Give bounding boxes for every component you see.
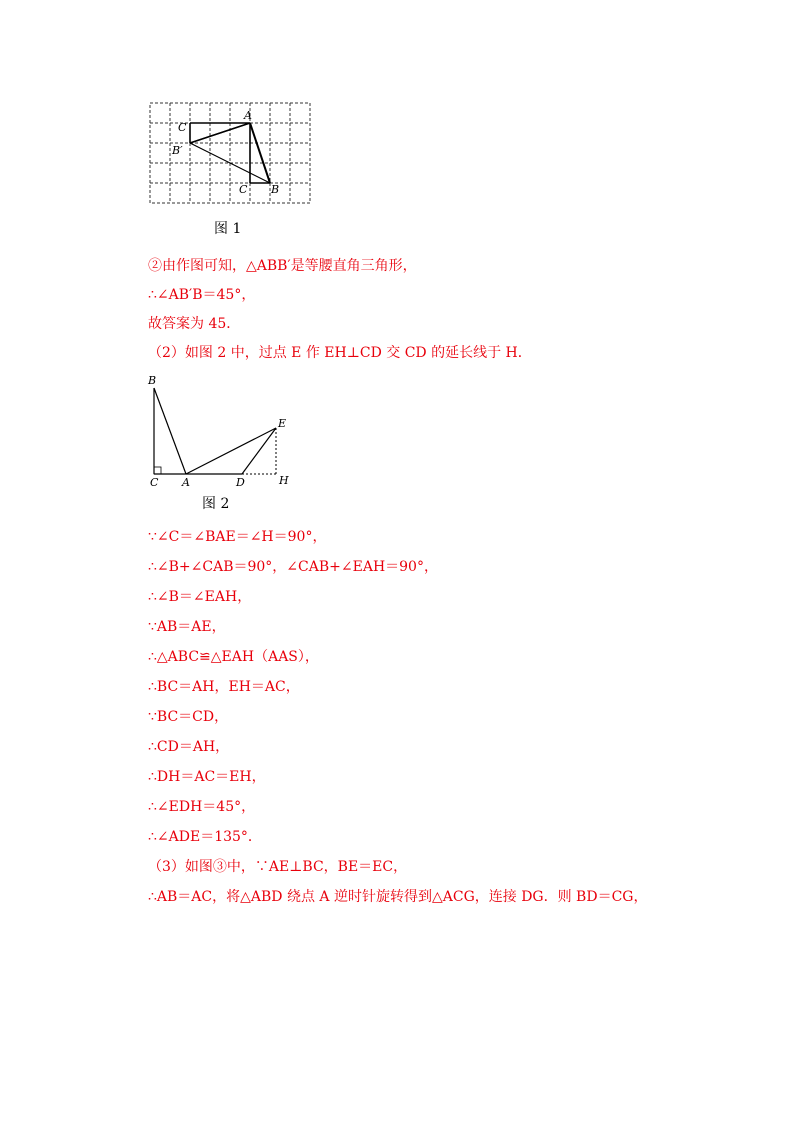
figure-1-caption: 图 1 (214, 221, 242, 237)
solution-line: ∴CD＝AH， (148, 739, 230, 755)
solution-line: ∴∠EDH＝45°， (148, 799, 256, 815)
fig1-label-c-top: C (178, 121, 187, 134)
solution-line: ∴∠B＝∠EAH， (148, 589, 252, 605)
solution-line: ∴∠ADE＝135°． (148, 829, 262, 845)
figure-1-diagram (140, 98, 320, 210)
solution-line: ∴BC＝AH，EH＝AC， (148, 679, 300, 695)
figure-2-caption: 图 2 (202, 496, 230, 512)
fig2-label-c: C (150, 476, 159, 489)
solution-line: ∵∠C＝∠BAE＝∠H＝90°， (148, 529, 327, 545)
fig2-label-e: E (278, 417, 287, 430)
fig1-label-c-bottom: C (239, 183, 248, 196)
solution-line: 故答案为 45． (148, 316, 241, 332)
fig1-label-b-prime: B′ (172, 144, 183, 157)
fig2-label-h: H (279, 474, 289, 487)
solution-line: ∴∠B+∠CAB＝90°，∠CAB+∠EAH＝90°， (148, 559, 438, 575)
solution-line: ∵AB＝AE， (148, 619, 226, 635)
fig2-label-a: A (182, 476, 190, 489)
figure-2-diagram (140, 372, 300, 490)
solution-line: ②由作图可知，△ABB′是等腰直角三角形， (148, 258, 417, 274)
fig1-label-a: A (244, 109, 252, 122)
solution-line: ∴∠AB′B＝45°， (148, 287, 256, 303)
fig1-label-b: B (271, 183, 280, 196)
solution-line: ∴DH＝AC＝EH， (148, 769, 266, 785)
solution-line: ∴△ABC≌△EAH（AAS）， (148, 649, 319, 665)
fig2-label-b: B (148, 374, 157, 387)
fig2-label-d: D (236, 476, 245, 489)
solution-line: ∵BC＝CD， (148, 709, 229, 725)
solution-line: （3）如图③中，∵AE⊥BC，BE＝EC， (148, 859, 408, 875)
solution-line: （2）如图 2 中，过点 E 作 EH⊥CD 交 CD 的延长线于 H． (148, 345, 532, 361)
solution-line: ∴AB＝AC，将△ABD 绕点 A 逆时针旋转得到△ACG，连接 DG．则 BD＝CG， (148, 889, 648, 905)
